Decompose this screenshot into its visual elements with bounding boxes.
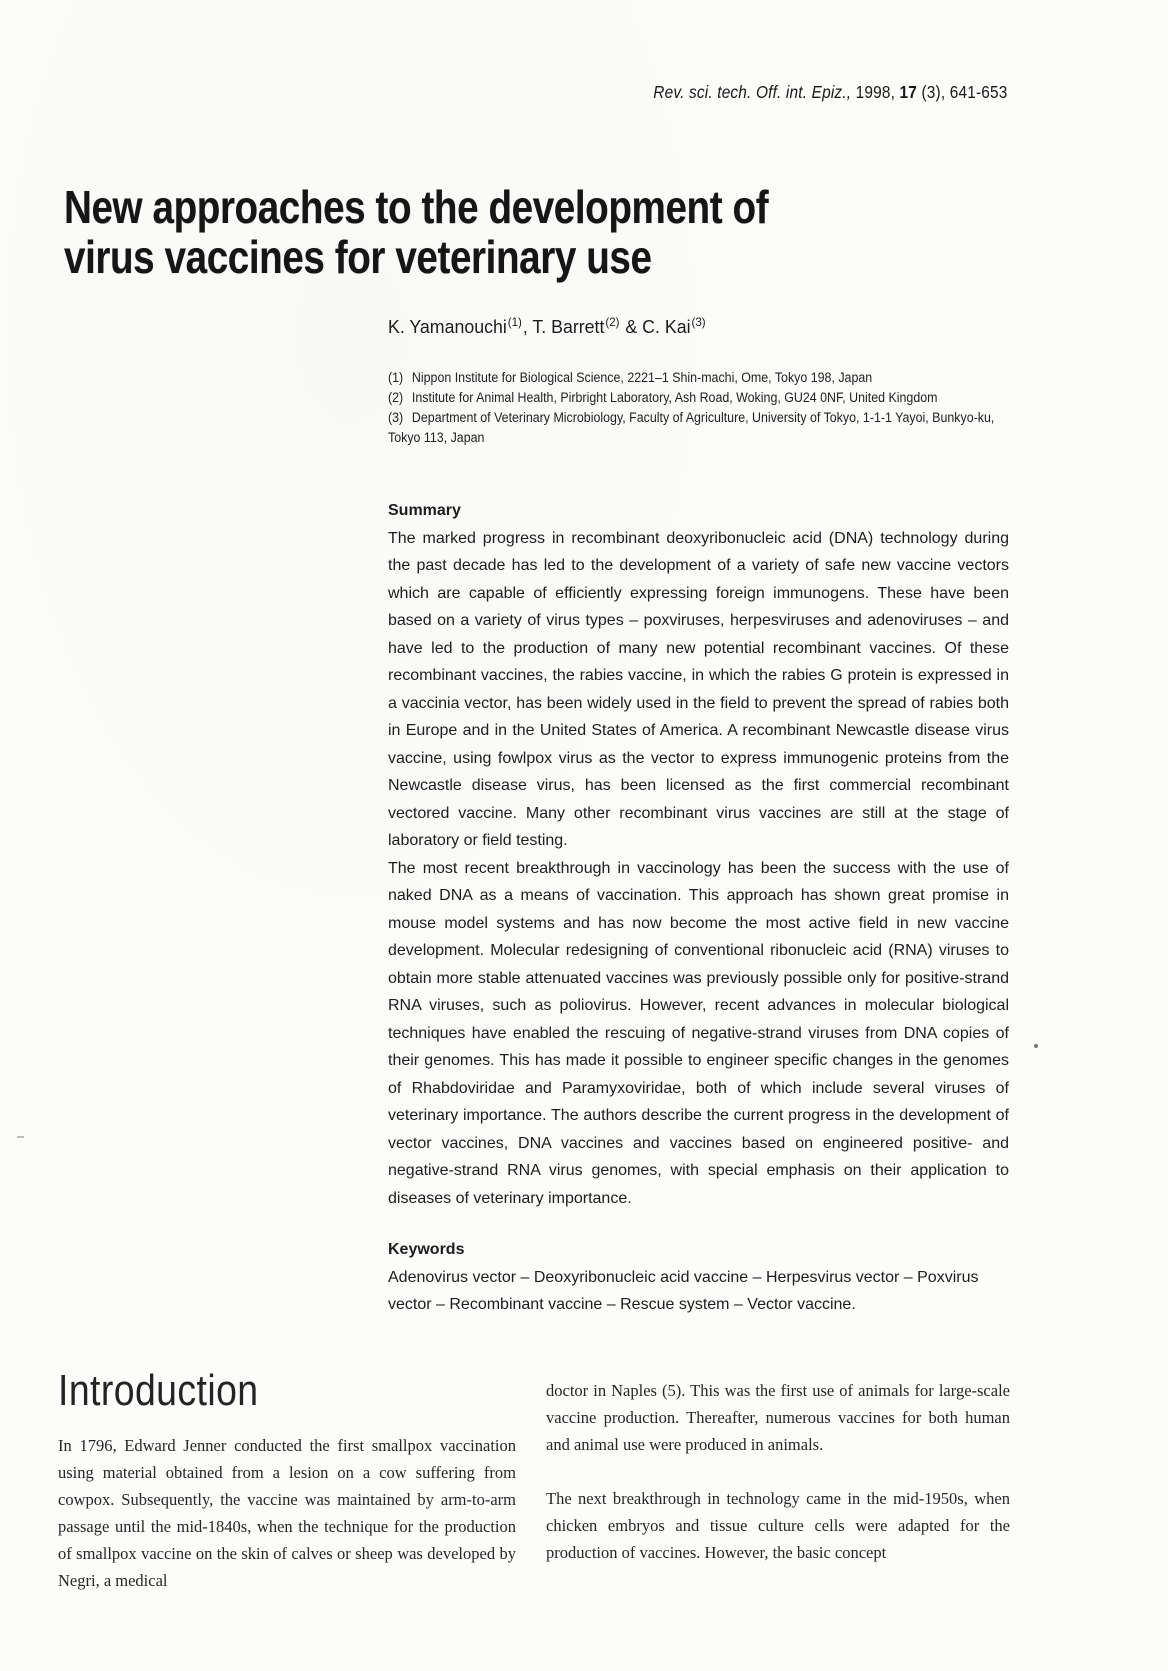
intro-right-paragraph-1: doctor in Naples (5). This was the first use of animals for large-scale vaccine production. Thereafter, numerous vaccines for both human and animal use were produced in animals. [546, 1381, 1010, 1454]
affiliation-text: Nippon Institute for Biological Science, 2221–1 Shin-machi, Ome, Tokyo 198, Japan [411, 370, 873, 385]
journal-year: 1998, [851, 82, 901, 102]
affiliation-item [388, 408, 1012, 448]
affiliation-number: (1) [388, 370, 404, 385]
paper-title-line2: virus vaccines for veterinary use [64, 231, 652, 283]
author-separator-2: & [620, 316, 643, 337]
abstract-section [388, 497, 1009, 1319]
author-affiliation-marker-2: (2) [605, 315, 620, 329]
journal-issue-pages: (3), 641-653 [917, 82, 1008, 102]
authors-line [388, 316, 707, 338]
keywords-heading: Keywords [388, 1241, 465, 1258]
paper-title [64, 182, 902, 282]
introduction-heading: Introduction [58, 1366, 259, 1415]
intro-right-column [546, 1377, 1010, 1566]
affiliation-number: (2) [388, 390, 404, 405]
author-separator-1: , [522, 316, 533, 337]
affiliations-list [388, 368, 1012, 448]
journal-volume: 17 [900, 82, 918, 102]
affiliation-text: Department of Veterinary Microbiology, Faculty of Agriculture, University of Tokyo, 1-1-1 Yayoi, Bunkyo-ku, Tokyo 113, Japan [388, 410, 995, 445]
affiliation-number: (3) [388, 410, 404, 425]
intro-right-paragraph-2: The next breakthrough in technology came in the mid-1950s, when chicken embryos and tissue culture cells were adapted for the production of vaccines. However, the basic concept [546, 1489, 1010, 1562]
paper-title-line1: New approaches to the development of [64, 181, 769, 233]
journal-reference [654, 82, 1008, 103]
intro-left-paragraph: In 1796, Edward Jenner conducted the first smallpox vaccination using material obtained from a lesion on a cow suffering from cowpox. Subsequently, the vaccine was maintained by arm-to-arm passage until the mid-1840s, when the technique for the production of smallpox vaccine on the skin of calves or sheep was developed by Negri, a medical [58, 1436, 516, 1590]
author-name-2: T. Barrett [532, 316, 605, 337]
scan-artifact-dot [1034, 1044, 1038, 1048]
author-name-1: K. Yamanouchi [388, 316, 507, 337]
summary-paragraph-1: The marked progress in recombinant deoxyribonucleic acid (DNA) technology during the past decade has led to the development of a variety of safe new vaccine vectors which are capable of efficiently expressing foreign immunogens. These have been based on a variety of virus types – poxviruses, herpesviruses and adenoviruses – and have led to the production of many new potential recombinant vaccines. Of these recombinant vaccines, the rabies vaccine, in which the rabies G protein is expressed in a vaccinia vector, has been widely used in the field to prevent the spread of rabies both in Europe and in the United States of America. A recombinant Newcastle disease virus vaccine, using fowlpox virus as the vector to express immunogenic proteins from the Newcastle disease virus, has been licensed as the first commercial recombinant vectored vaccine. Many other recombinant virus vaccines are still at the stage of laboratory or field testing. [388, 529, 1009, 849]
author-affiliation-marker-3: (3) [691, 315, 706, 329]
author-affiliation-marker-1: (1) [507, 315, 522, 329]
affiliation-item [388, 368, 1012, 388]
scan-artifact-dash [17, 1136, 24, 1138]
summary-paragraph-2: The most recent breakthrough in vaccinology has been the success with the use of naked DNA as a means of vaccination. This approach has shown great promise in mouse model systems and has now become the most active field in new vaccine development. Molecular redesigning of conventional ribonucleic acid (RNA) viruses to obtain more stable attenuated vaccines was previously possible only for positive-strand RNA viruses, such as poliovirus. However, recent advances in molecular biological techniques have enabled the rescuing of negative-strand viruses from DNA copies of their genomes. This has made it possible to engineer specific changes in the genomes of Rhabdoviridae and Paramyxoviridae, both of which include several viruses of veterinary importance. The authors describe the current progress in the development of vector vaccines, DNA vaccines and vaccines based on engineered positive- and negative-strand RNA virus genomes, with special emphasis on their application to diseases of veterinary importance. [388, 859, 1009, 1207]
affiliation-item [388, 388, 1012, 408]
journal-name: Rev. sci. tech. Off. int. Epiz., [653, 82, 852, 102]
intro-left-column [58, 1432, 516, 1594]
keywords-text: Adenovirus vector – Deoxyribonucleic acid vaccine – Herpesvirus vector – Poxvirus vector – Recombinant vaccine – Rescue system – Vector vaccine. [388, 1268, 979, 1313]
author-name-3: C. Kai [642, 316, 691, 337]
affiliation-text: Institute for Animal Health, Pirbright Laboratory, Ash Road, Woking, GU24 0NF, United Kingdom [411, 390, 938, 405]
summary-heading: Summary [388, 502, 461, 519]
